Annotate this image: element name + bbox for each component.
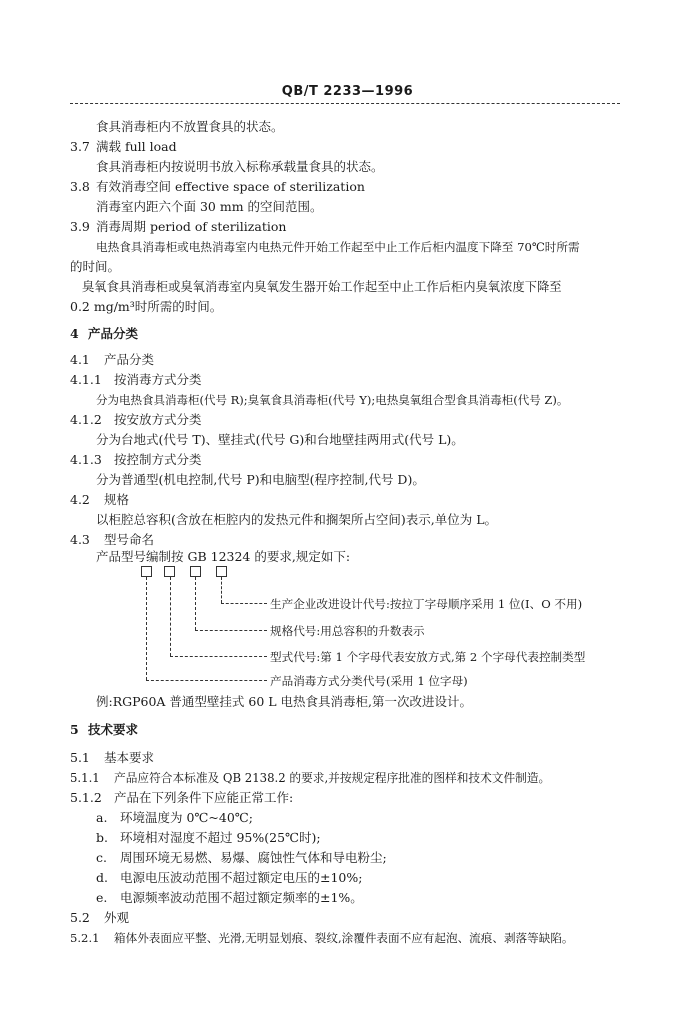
connector-line bbox=[170, 656, 267, 657]
clause-3-8 bbox=[70, 179, 365, 195]
list-item bbox=[96, 810, 253, 826]
connector-line bbox=[195, 577, 196, 630]
clause-number: 4.3 bbox=[70, 532, 90, 547]
clause-4-1 bbox=[70, 352, 154, 368]
list-text: 环境温度为 0℃~40℃; bbox=[120, 810, 253, 825]
clause-title: 有效消毒空间 effective space of sterilization bbox=[96, 179, 365, 194]
clause-title: 按消毒方式分类 bbox=[114, 372, 202, 387]
code-box-3 bbox=[190, 566, 201, 577]
text-line: 的时间。 bbox=[70, 259, 121, 274]
text-line: 电热食具消毒柜或电热消毒室内电热元件开始工作起至中止工作后柜内温度下降至 70℃时所需 bbox=[96, 240, 580, 254]
section-title: 产品分类 bbox=[88, 326, 139, 341]
text-line: 分为台地式(代号 T)、壁挂式(代号 G)和台地壁挂两用式(代号 L)。 bbox=[96, 432, 464, 447]
list-text: 电源频率波动范围不超过额定频率的±1%。 bbox=[120, 890, 363, 905]
diagram-label-method-code: 产品消毒方式分类代号(采用 1 位字母) bbox=[270, 674, 468, 688]
connector-line bbox=[170, 577, 171, 656]
list-marker: e. bbox=[96, 890, 108, 905]
clause-title: 消毒周期 period of sterilization bbox=[96, 219, 287, 234]
code-box-2 bbox=[164, 566, 175, 577]
clause-4-3 bbox=[70, 532, 154, 548]
clause-title: 规格 bbox=[104, 492, 130, 507]
connector-line bbox=[146, 577, 147, 680]
diagram-label-improvement-code: 生产企业改进设计代号:按拉丁字母顺序采用 1 位(I、O 不用) bbox=[270, 597, 583, 611]
section-number: 5 bbox=[70, 722, 79, 737]
clause-text: 箱体外表面应平整、光滑,无明显划痕、裂纹,涂覆件表面不应有起泡、流痕、剥落等缺陷。 bbox=[114, 931, 574, 945]
list-text: 环境相对湿度不超过 95%(25℃时); bbox=[120, 830, 321, 845]
clause-number: 3.7 bbox=[70, 139, 90, 154]
list-item bbox=[96, 870, 362, 886]
clause-3-7 bbox=[70, 139, 177, 155]
clause-number: 4.1.1 bbox=[70, 372, 102, 387]
clause-5-2-1 bbox=[70, 930, 574, 946]
clause-5-2 bbox=[70, 910, 129, 926]
section-4-heading bbox=[70, 326, 138, 342]
list-text: 电源电压波动范围不超过额定电压的±10%; bbox=[120, 870, 363, 885]
connector-line bbox=[146, 680, 267, 681]
list-item bbox=[96, 830, 321, 846]
text-line: 臭氧食具消毒柜或臭氧消毒室内臭氧发生器开始工作起至中止工作后柜内臭氧浓度下降至 bbox=[82, 280, 562, 294]
code-box-1 bbox=[141, 566, 152, 577]
text-line: 食具消毒柜内不放置食具的状态。 bbox=[96, 119, 284, 134]
clause-title: 按安放方式分类 bbox=[114, 412, 202, 427]
list-marker: c. bbox=[96, 850, 107, 865]
text-line: 产品型号编制按 GB 12324 的要求,规定如下: bbox=[96, 549, 351, 564]
clause-5-1-1 bbox=[70, 770, 550, 786]
diagram-label-spec-code: 规格代号:用总容积的升数表示 bbox=[270, 624, 425, 638]
clause-4-1-3 bbox=[70, 452, 202, 468]
list-item bbox=[96, 890, 363, 906]
clause-number: 5.1.2 bbox=[70, 790, 102, 805]
clause-number: 5.2.1 bbox=[70, 931, 100, 945]
clause-number: 5.1.1 bbox=[70, 771, 100, 785]
clause-title: 满载 full load bbox=[96, 139, 177, 154]
code-box-4 bbox=[216, 566, 227, 577]
clause-number: 5.2 bbox=[70, 910, 90, 925]
section-number: 4 bbox=[70, 326, 79, 341]
list-text: 周围环境无易燃、易爆、腐蚀性气体和导电粉尘; bbox=[120, 850, 387, 865]
clause-3-9 bbox=[70, 219, 286, 235]
clause-number: 4.2 bbox=[70, 492, 90, 507]
clause-number: 3.8 bbox=[70, 179, 90, 194]
section-title: 技术要求 bbox=[88, 722, 139, 737]
clause-number: 5.1 bbox=[70, 750, 90, 765]
header-rule bbox=[70, 103, 620, 104]
connector-line bbox=[221, 603, 267, 604]
clause-5-1 bbox=[70, 750, 154, 766]
clause-4-1-1 bbox=[70, 372, 202, 388]
diagram-label-type-code: 型式代号:第 1 个字母代表安放方式,第 2 个字母代表控制类型 bbox=[270, 650, 586, 664]
list-item bbox=[96, 850, 387, 866]
clause-title: 基本要求 bbox=[104, 750, 155, 765]
clause-title: 型号命名 bbox=[104, 532, 155, 547]
example-line: 例:RGP60A 普通型壁挂式 60 L 电热食具消毒柜,第一次改进设计。 bbox=[96, 694, 473, 709]
list-marker: b. bbox=[96, 830, 108, 845]
clause-title: 产品分类 bbox=[104, 352, 155, 367]
clause-text: 产品应符合本标准及 QB 2138.2 的要求,并按规定程序批准的图样和技术文件制造。 bbox=[114, 771, 551, 785]
connector-line bbox=[195, 630, 267, 631]
clause-title: 按控制方式分类 bbox=[114, 452, 202, 467]
clause-number: 4.1.3 bbox=[70, 452, 102, 467]
text-line: 以柜腔总容积(含放在柜腔内的发热元件和搁架所占空间)表示,单位为 L。 bbox=[96, 512, 498, 527]
section-5-heading bbox=[70, 722, 138, 738]
clause-text: 产品在下列条件下应能正常工作: bbox=[114, 790, 294, 805]
text-line: 食具消毒柜内按说明书放入标称承载量食具的状态。 bbox=[96, 159, 384, 174]
text-line: 分为电热食具消毒柜(代号 R);臭氧食具消毒柜(代号 Y);电热臭氧组合型食具消毒柜(代号 Z)。 bbox=[96, 393, 569, 407]
standard-code-header: QB/T 2233—1996 bbox=[281, 84, 414, 99]
text-line: 消毒室内距六个面 30 mm 的空间范围。 bbox=[96, 199, 323, 214]
clause-number: 4.1 bbox=[70, 352, 90, 367]
connector-line bbox=[221, 577, 222, 603]
clause-title: 外观 bbox=[104, 910, 130, 925]
clause-number: 4.1.2 bbox=[70, 412, 102, 427]
list-marker: a. bbox=[96, 810, 108, 825]
clause-4-2 bbox=[70, 492, 129, 508]
text-line: 0.2 mg/m³时所需的时间。 bbox=[70, 299, 223, 314]
text-line: 分为普通型(机电控制,代号 P)和电脑型(程序控制,代号 D)。 bbox=[96, 472, 425, 487]
clause-5-1-2 bbox=[70, 790, 293, 806]
clause-number: 3.9 bbox=[70, 219, 90, 234]
clause-4-1-2 bbox=[70, 412, 202, 428]
list-marker: d. bbox=[96, 870, 108, 885]
